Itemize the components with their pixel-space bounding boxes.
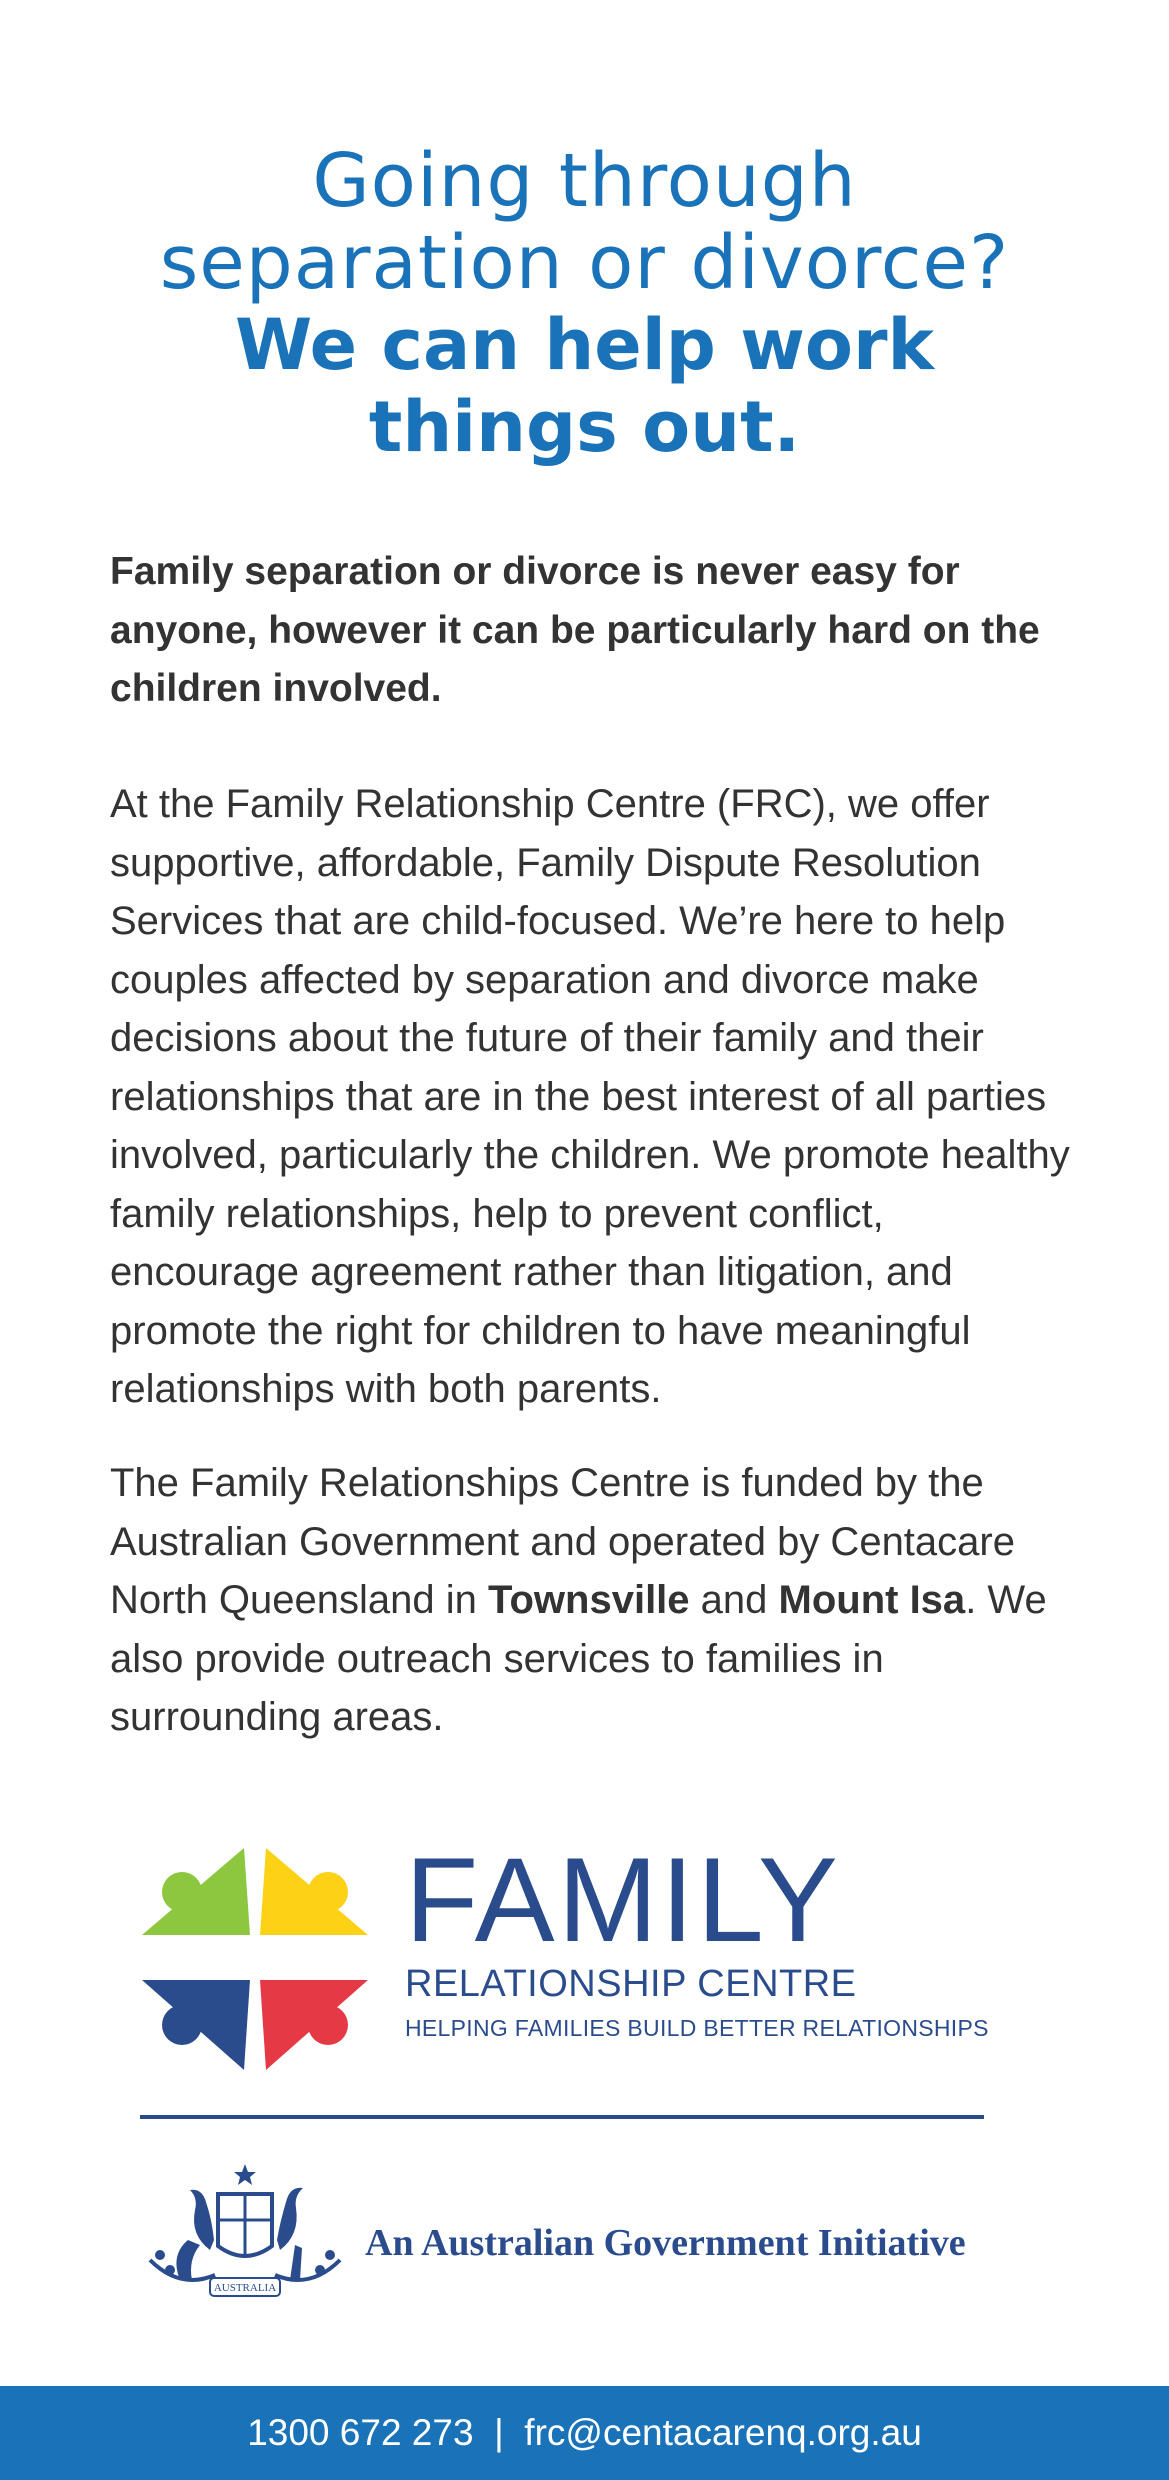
funding-text-3: . We also provide outreach services to families in surrounding areas. xyxy=(110,1578,1047,1739)
headline-line-3: We can help work xyxy=(234,304,935,386)
headline-line-2: separation or divorce? xyxy=(159,220,1010,306)
funding-text-1: The Family Relationships Centre is funded by the Australian Government and operated by Centacare North Queensland in xyxy=(110,1461,1015,1622)
logo-divider xyxy=(140,2115,984,2119)
headline xyxy=(0,140,1169,468)
frc-logo-text xyxy=(405,1833,989,2042)
australian-coat-of-arms-icon xyxy=(140,2160,350,2320)
email-link[interactable]: frc@centacarenq.org.au xyxy=(524,2412,922,2453)
government-initiative-label: An Australian Government Initiative xyxy=(365,2222,966,2264)
frc-logo-family: FAMILY xyxy=(405,1833,841,1967)
townsville-location: Townsville xyxy=(488,1578,690,1622)
footer-separator: | xyxy=(494,2412,504,2453)
funding-text-2: and xyxy=(689,1578,779,1622)
crest-australia-text: AUSTRALIA xyxy=(213,2282,277,2294)
frc-logo-tagline: HELPING FAMILIES BUILD BETTER RELATIONSHIPS xyxy=(405,2015,989,2041)
frc-logo-subtitle: RELATIONSHIP CENTRE xyxy=(405,1963,857,2005)
logo-blue-figure xyxy=(142,1980,250,2070)
intro-paragraph: Family separation or divorce is never easy for anyone, however it can be particularly hard on the children involved. xyxy=(110,550,1040,710)
frc-logo xyxy=(140,1833,990,2090)
headline-line-4: things out. xyxy=(368,386,801,468)
logo-red-figure xyxy=(260,1980,368,2070)
contact-footer xyxy=(0,2386,1169,2480)
funding-paragraph xyxy=(110,1454,1070,1747)
logo-yellow-figure xyxy=(260,1848,368,1935)
four-figures-logo-icon xyxy=(140,1840,370,2080)
phone-number[interactable]: 1300 672 273 xyxy=(247,2412,474,2453)
logo-green-figure xyxy=(142,1848,250,1935)
headline-line-1: Going through xyxy=(312,138,857,224)
frc-description-paragraph: At the Family Relationship Centre (FRC), we offer supportive, affordable, Family Dispute Resolution Services that are child-focused. We’re here to help couples affected by separation and divorce make decisions about the future of their family and their relationships that are in the best interest of all parties involved, particularly the children. We promote healthy family relationships, help to prevent conflict, encourage agreement rather than litigation, and promote the right for children to have meaningful relationships with both parents. xyxy=(110,782,1070,1411)
mount-isa-location: Mount Isa xyxy=(778,1578,966,1622)
